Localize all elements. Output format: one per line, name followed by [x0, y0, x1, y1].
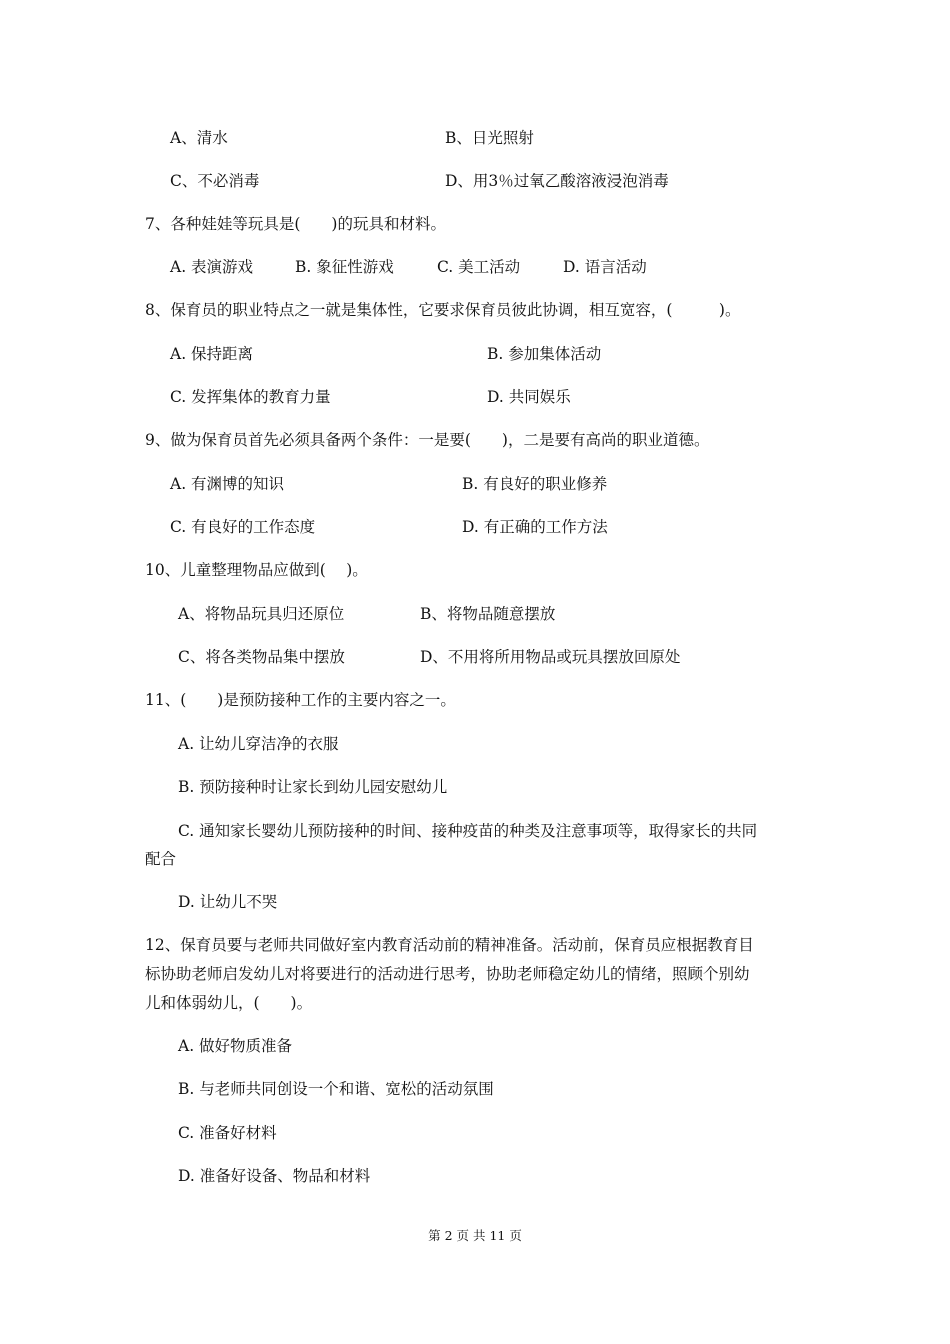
q10-stem: 10、儿童整理物品应做到( )。 — [145, 561, 368, 579]
q8-option-b: B. 参加集体活动 — [487, 345, 602, 363]
q12-stem-line1: 12、保育员要与老师共同做好室内教育活动前的精神准备。活动前，保育员应根据教育目 — [145, 936, 754, 954]
q10-option-b: B、将物品随意摆放 — [420, 605, 556, 623]
q8-option-c: C. 发挥集体的教育力量 — [170, 388, 331, 406]
q11-option-c-line2: 配合 — [145, 850, 177, 868]
q12-option-a: A. 做好物质准备 — [178, 1037, 293, 1055]
q10-option-d: D、不用将所用物品或玩具摆放回原处 — [420, 648, 681, 666]
q8-stem: 8、保育员的职业特点之一就是集体性，它要求保育员彼此协调，相互宽容，( )。 — [145, 301, 741, 319]
q11-option-b: B. 预防接种时让家长到幼儿园安慰幼儿 — [178, 778, 448, 796]
q11-option-c-line1: C. 通知家长婴幼儿预防接种的时间、接种疫苗的种类及注意事项等，取得家长的共同 — [178, 822, 758, 840]
q11-option-a: A. 让幼儿穿洁净的衣服 — [178, 735, 339, 753]
q9-stem: 9、做为保育员首先必须具备两个条件：一是要( )，二是要有高尚的职业道德。 — [145, 431, 710, 449]
q6-option-a: A、清水 — [170, 129, 228, 147]
q8-option-a: A. 保持距离 — [170, 345, 254, 363]
q12-option-c: C. 准备好材料 — [178, 1124, 277, 1142]
q9-option-d: D. 有正确的工作方法 — [462, 518, 608, 536]
q11-stem: 11、( )是预防接种工作的主要内容之一。 — [145, 691, 456, 709]
q9-option-b: B. 有良好的职业修养 — [462, 475, 608, 493]
q6-option-c: C、不必消毒 — [170, 172, 260, 190]
q8-option-d: D. 共同娱乐 — [487, 388, 571, 406]
q6-option-d: D、用3％过氧乙酸溶液浸泡消毒 — [445, 172, 669, 190]
q10-option-a: A、将物品玩具归还原位 — [178, 605, 345, 623]
q12-option-b: B. 与老师共同创设一个和谐、宽松的活动氛围 — [178, 1080, 494, 1098]
q6-option-b: B、日光照射 — [445, 129, 534, 147]
q9-option-a: A. 有渊博的知识 — [170, 475, 285, 493]
q7-option-c: C. 美工活动 — [437, 258, 521, 276]
q7-option-b: B. 象征性游戏 — [295, 258, 394, 276]
q12-stem-line2: 标协助老师启发幼儿对将要进行的活动进行思考，协助老师稳定幼儿的情绪，照顾个别幼 — [145, 965, 750, 983]
q7-stem: 7、各种娃娃等玩具是( )的玩具和材料。 — [145, 215, 446, 233]
q11-option-d: D. 让幼儿不哭 — [178, 893, 278, 911]
q10-option-c: C、将各类物品集中摆放 — [178, 648, 345, 666]
q7-option-a: A. 表演游戏 — [170, 258, 254, 276]
q9-option-c: C. 有良好的工作态度 — [170, 518, 316, 536]
page-number-footer: 第 2 页 共 11 页 — [428, 1228, 522, 1243]
q12-stem-line3: 儿和体弱幼儿，( )。 — [145, 994, 313, 1012]
q7-option-d: D. 语言活动 — [563, 258, 647, 276]
q12-option-d: D. 准备好设备、物品和材料 — [178, 1167, 371, 1185]
